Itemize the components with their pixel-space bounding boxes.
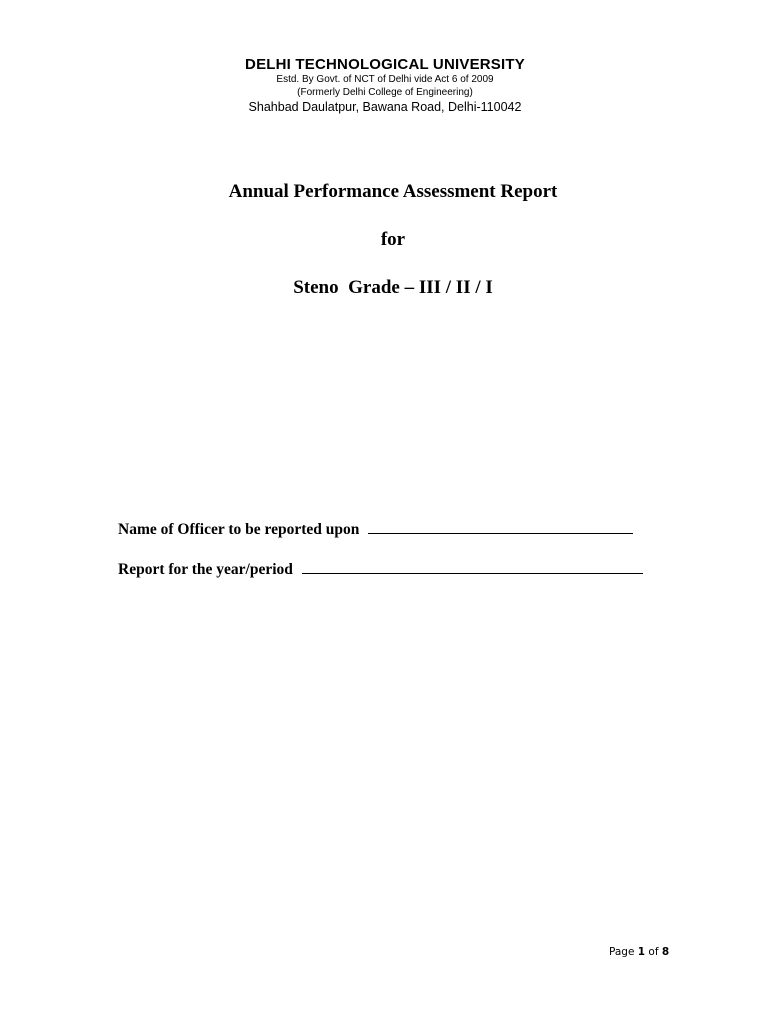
report-grade: Steno Grade – III / II / I xyxy=(293,277,493,298)
page-total: 8 xyxy=(661,946,670,958)
page-number xyxy=(609,946,669,958)
page-current: 1 xyxy=(637,946,646,958)
report-title: Annual Performance Assessment Report xyxy=(228,181,558,202)
officer-name-label: Name of Officer to be reported upon xyxy=(118,521,360,538)
establishment-note: Estd. By Govt. of NCT of Delhi vide Act 6 of 2009 xyxy=(276,74,494,85)
report-title-for: for xyxy=(380,229,406,250)
university-name: DELHI TECHNOLOGICAL UNIVERSITY xyxy=(245,56,525,73)
page-of: of xyxy=(645,946,662,958)
former-name-note: (Formerly Delhi College of Engineering) xyxy=(297,87,473,98)
officer-name-field[interactable] xyxy=(368,519,633,534)
report-period-label: Report for the year/period xyxy=(118,561,293,578)
page-prefix: Page xyxy=(609,946,638,958)
report-period-row xyxy=(118,559,643,579)
officer-name-row xyxy=(118,519,633,539)
university-address: Shahbad Daulatpur, Bawana Road, Delhi-110042 xyxy=(248,100,522,114)
report-period-field[interactable] xyxy=(302,559,643,574)
